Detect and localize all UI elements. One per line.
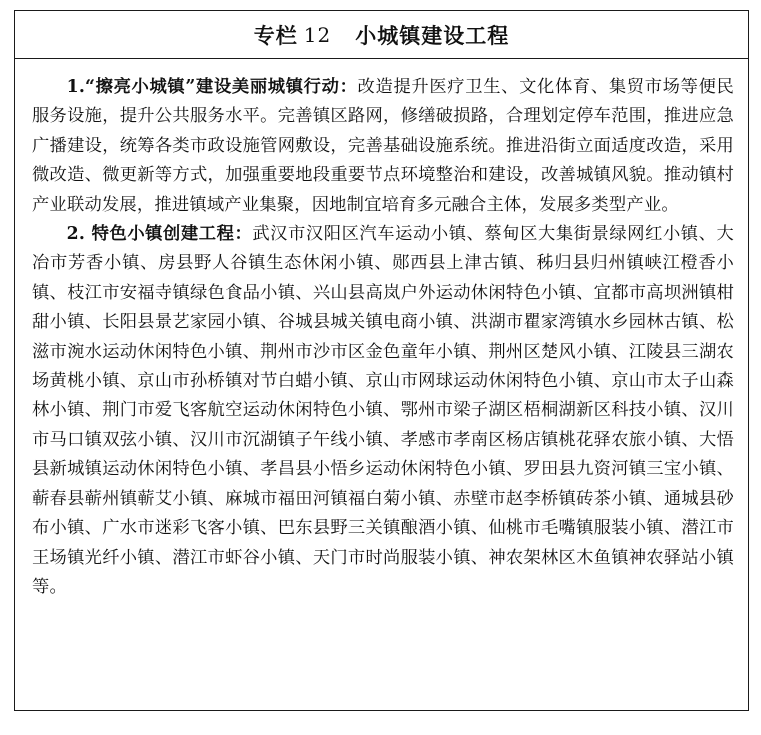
- paragraph-lead: 2. 特色小镇创建工程：: [66, 224, 253, 245]
- column-number: 12: [303, 22, 332, 47]
- column-title-bar: [15, 11, 748, 59]
- paragraph-body: 武汉市汉阳区汽车运动小镇、蔡甸区大集街景绿网红小镇、大冶市芳香小镇、房县野人谷镇生态休闲小镇、郧西县上津古镇、秭归县归州镇峡江橙香小镇、枝江市安福寺镇绿色食品小镇、兴山县高岚户外运动休闲特色小镇、宜都市高坝洲镇柑甜小镇、长阳县景艺家园小镇、谷城县城关镇电商小镇、洪湖市瞿家湾镇水乡园林古镇、松滋市涴水运动休闲特色小镇、荆州市沙市区金色童年小镇、荆州区楚风小镇、江陵县三湖农场黄桃小镇、京山市孙桥镇对节白蜡小镇、京山市网球运动休闲特色小镇、京山市太子山森林小镇、荆门市爱飞客航空运动休闲特色小镇、鄂州市梁子湖区梧桐湖新区科技小镇、汉川市马口镇双弦小镇、汉川市沉湖镇子午线小镇、孝感市孝南区杨店镇桃花驿农旅小镇、大悟县新城镇运动休闲特色小镇、孝昌县小悟乡运动休闲特色小镇、罗田县九资河镇三宝小镇、蕲春县蕲州镇蕲艾小镇、麻城市福田河镇福白菊小镇、赤壁市赵李桥镇砖茶小镇、通城县砂布小镇、广水市迷彩飞客小镇、巴东县野三关镇酿酒小镇、仙桃市毛嘴镇服装小镇、潜江市王场镇光纤小镇、潜江市虾谷小镇、天门市时尚服装小镇、神农架林区木鱼镇神农驿站小镇等。: [32, 224, 734, 597]
- column-content: [15, 59, 748, 602]
- paragraph-beautiful-towns: [32, 73, 734, 220]
- column-title: 小城镇建设工程: [355, 22, 510, 48]
- paragraph-lead: 1.“擦亮小城镇”建设美丽城镇行动：: [66, 77, 358, 97]
- column-box: [14, 10, 749, 711]
- paragraph-featured-towns: [32, 220, 734, 602]
- paragraph-body: 改造提升医疗卫生、文化体育、集贸市场等便民服务设施，提升公共服务水平。完善镇区路网，修缮破损路，合理划定停车范围，推进应急广播建设，统筹各类市政设施管网敷设，完善基础设施系统。推进沿街立面适度改造，采用微改造、微更新等方式，加强重要地段重要节点环境整治和建设，改善城镇风貌。推动镇村产业联动发展，推进镇域产业集聚，因地制宜培育多元融合主体，发展多类型产业。: [32, 77, 735, 215]
- column-label: 专栏: [253, 22, 298, 48]
